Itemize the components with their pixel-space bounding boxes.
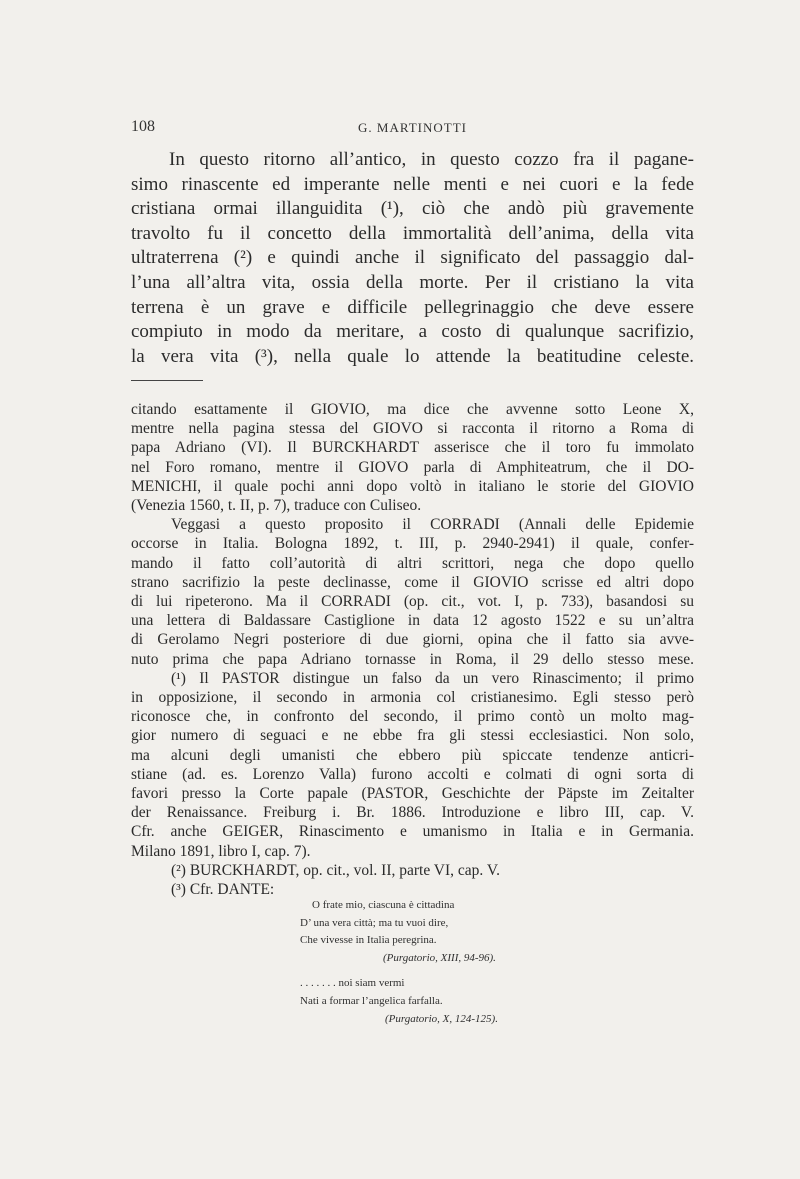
note-line: (¹) Il PASTOR distingue un falso da un vero Rinascimento; il primo bbox=[171, 669, 694, 687]
note-line: gior numero di seguaci e ne ebbe fra gli stessi ecclesiastici. Non solo, bbox=[131, 727, 694, 745]
note-line: nel Foro romano, mentre il GIOVO parla di Amphiteatrum, che il DO- bbox=[131, 458, 694, 476]
note-line: der Renaissance. Freiburg i. Br. 1886. Introduzione e libro III, cap. V. bbox=[131, 804, 694, 822]
verse-line: . . . . . . . noi siam vermi bbox=[300, 977, 405, 989]
note-line: nuto prima che papa Adriano tornasse in Roma, il 29 dello stesso mese. bbox=[131, 650, 694, 668]
verse-line: O frate mio, ciascuna è cittadina bbox=[312, 899, 455, 911]
dante-citation-1 bbox=[383, 950, 496, 968]
note-line: Cfr. anche GEIGER, Rinascimento e umanismo in Italia e in Germania. bbox=[131, 823, 694, 841]
main-line: In questo ritorno all’antico, in questo cozzo fra il pagane- bbox=[169, 149, 694, 170]
main-line: terrena è un grave e difficile pellegrinaggio che deve essere bbox=[131, 296, 694, 318]
note-line: (³) Cfr. DANTE: bbox=[171, 881, 275, 899]
footnote-rule bbox=[131, 380, 203, 381]
note-line: una lettera di Baldassare Castiglione in data 12 agosto 1522 e su un’altra bbox=[131, 612, 694, 630]
note-line: ma alcuni degli umanisti che ebbero più spiccate tendenze anticri- bbox=[131, 746, 694, 764]
note-line: di lui ripeterono. Ma il CORRADI (op. cit., vot. I, p. 733), basandosi su bbox=[131, 593, 694, 611]
dante-citation-2 bbox=[385, 1011, 498, 1029]
verse-reference: (Purgatorio, XIII, 94-96). bbox=[383, 952, 496, 964]
main-line: simo rinascente ed imperante nelle menti e nei cuori e la fede bbox=[131, 173, 694, 195]
note-line: occorse in Italia. Bologna 1892, t. III, p. 2940-2941) il quale, confer- bbox=[131, 535, 694, 553]
footnotes bbox=[131, 400, 694, 899]
note-line: mentre nella pagina stessa del GIOVO si racconta il ritorno a Roma di bbox=[131, 420, 694, 438]
page-number: 108 bbox=[131, 118, 155, 135]
note-line: citando esattamente il GIOVIO, ma dice che avvenne sotto Leone X, bbox=[131, 401, 694, 418]
dante-stanza-2 bbox=[300, 975, 443, 1010]
note-line: (²) BURCKHARDT, op. cit., vol. II, parte VI, cap. V. bbox=[171, 861, 500, 879]
dante-stanza-1 bbox=[300, 897, 454, 950]
verse-line: Che vivesse in Italia peregrina. bbox=[300, 934, 437, 946]
note-line: stiane (ad. es. Lorenzo Valla) furono accolti e colmati di ogni sorta di bbox=[131, 765, 694, 783]
page-header bbox=[131, 118, 694, 142]
note-line: Milano 1891, libro I, cap. 7). bbox=[131, 842, 311, 860]
verse-line: Nati a formar l’angelica farfalla. bbox=[300, 994, 443, 1007]
note-line: di Gerolamo Negri posteriore di due giorni, opina che il fatto sia avve- bbox=[131, 631, 694, 649]
note-line: strano sacrifizio la peste declinasse, come il GIOVIO scrisse ed altri dopo bbox=[131, 573, 694, 591]
verse-line: D’ una vera città; ma tu vuoi dire, bbox=[300, 916, 449, 929]
main-line: ultraterrena (²) e quindi anche il significato del passaggio dal- bbox=[131, 247, 694, 269]
note-line: (Venezia 1560, t. II, p. 7), traduce con Culiseo. bbox=[131, 497, 422, 515]
note-line: in opposizione, il secondo in armonia col cristianesimo. Egli stesso però bbox=[131, 689, 694, 707]
verse-reference: (Purgatorio, X, 124-125). bbox=[385, 1013, 498, 1025]
main-line: compiuto in modo da meritare, a costo di qualunque sacrifizio, bbox=[131, 321, 694, 343]
main-text bbox=[131, 148, 694, 369]
note-line: MENICHI, il quale pochi anni dopo voltò in italiano le storie del GIOVIO bbox=[131, 477, 694, 495]
note-line: papa Adriano (VI). Il BURCKHARDT asserisce che il toro fu immolato bbox=[131, 439, 694, 457]
main-line: travolto fu il concetto della immortalità dell’anima, della vita bbox=[131, 222, 694, 244]
note-line: riconosce che, in confronto del secondo, il primo contò un molto mag- bbox=[131, 708, 694, 726]
running-title: G. MARTINOTTI bbox=[358, 120, 467, 135]
note-line: mando il fatto coll’autorità di altri scrittori, nega che dopo quello bbox=[131, 554, 694, 572]
note-line: Veggasi a questo proposito il CORRADI (Annali delle Epidemie bbox=[171, 516, 694, 534]
main-line: l’una all’altra vita, ossia della morte. Per il cristiano la vita bbox=[131, 271, 694, 293]
main-line: la vera vita (³), nella quale lo attende la beatitudine celeste. bbox=[131, 345, 694, 367]
note-line: favori presso la Corte papale (PASTOR, Geschichte der Päpste im Zeitalter bbox=[131, 785, 694, 803]
main-line: cristiana ormai illanguidita (¹), ciò che andò più gravemente bbox=[131, 198, 694, 220]
